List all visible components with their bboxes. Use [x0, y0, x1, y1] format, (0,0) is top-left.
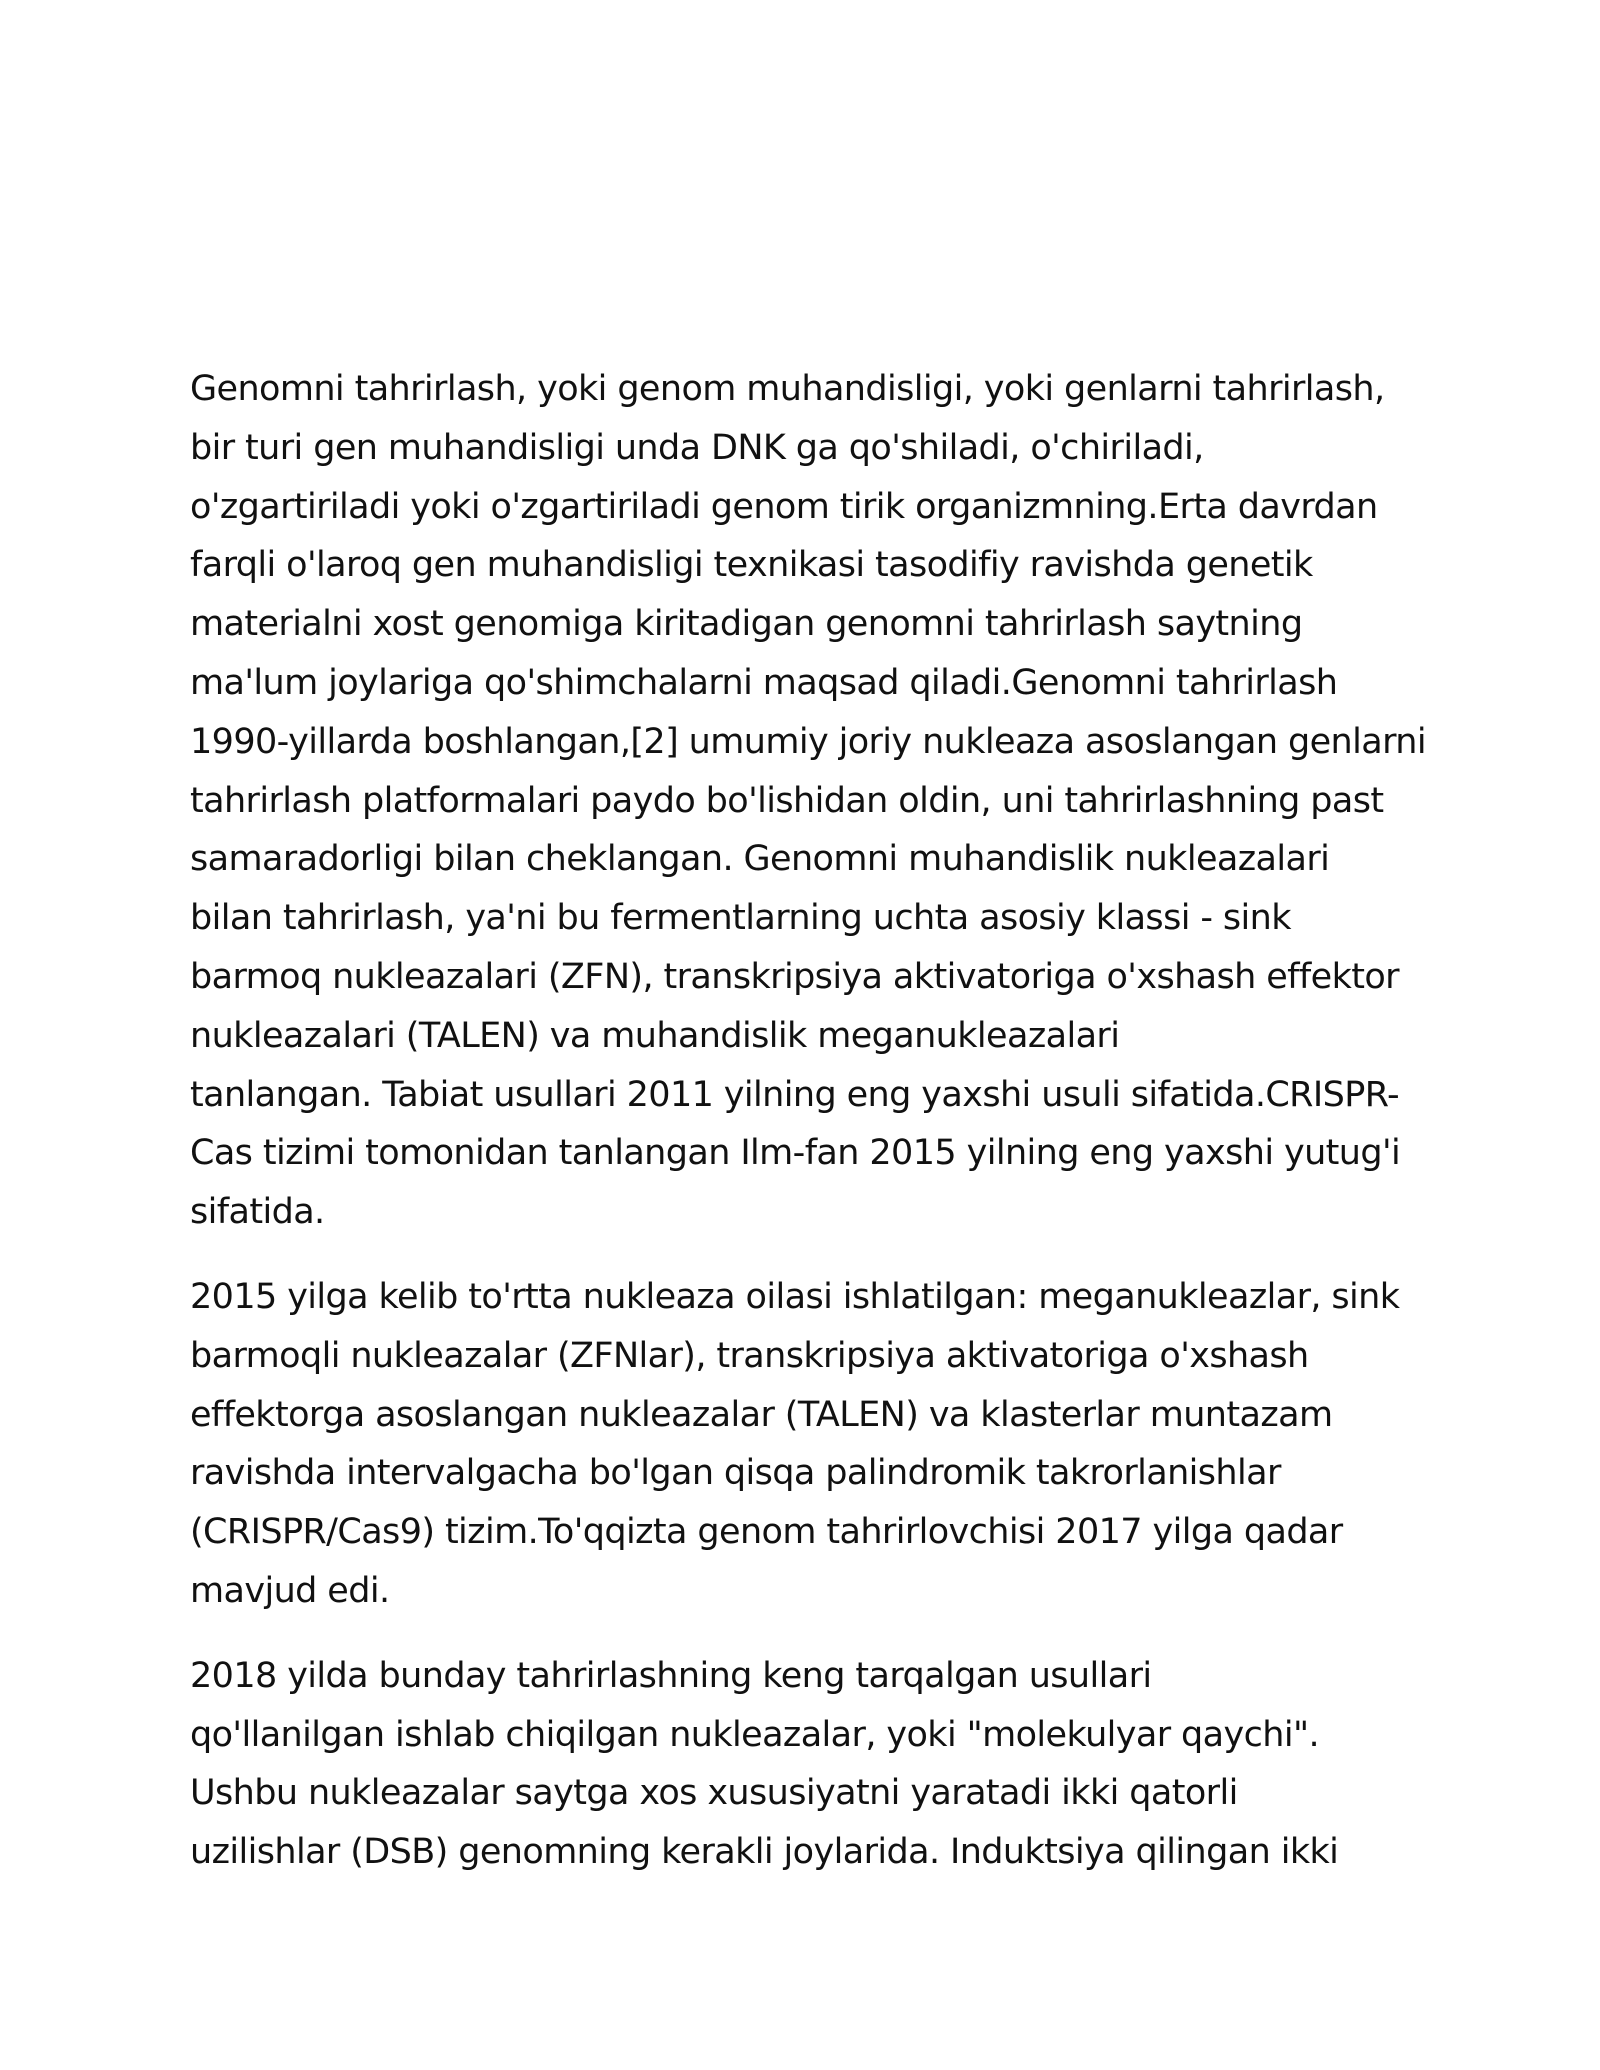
text-line: (CRISPR/Cas9) tizim.To'qqizta genom tahrirlovchisi 2017 yilga qadar	[190, 1512, 1343, 1553]
text-line: barmoq nukleazalari (ZFN), transkripsiya aktivatoriga o'xshash effektor	[190, 956, 1399, 997]
paragraph-3	[190, 1647, 1430, 1882]
text-line: 2015 yilga kelib to'rtta nukleaza oilasi ishlatilgan: meganukleazlar, sink	[190, 1276, 1400, 1317]
text-line: ma'lum joylariga qo'shimchalarni maqsad qiladi.Genomni tahrirlash	[190, 662, 1338, 703]
text-line: tahrirlash platformalari paydo bo'lishidan oldin, uni tahrirlashning past	[190, 780, 1384, 821]
text-line: effektorga asoslangan nukleazalar (TALEN) va klasterlar muntazam	[190, 1394, 1333, 1435]
text-line: materialni xost genomiga kiritadigan genomni tahrirlash saytning	[190, 604, 1303, 645]
text-line: bilan tahrirlash, ya'ni bu fermentlarning uchta asosiy klassi - sink	[190, 898, 1291, 939]
text-line: o'zgartiriladi yoki o'zgartiriladi genom tirik organizmning.Erta davrdan	[190, 486, 1378, 527]
text-line: ravishda intervalgacha bo'lgan qisqa palindromik takrorlanishlar	[190, 1453, 1281, 1494]
text-line: barmoqli nukleazalar (ZFNlar), transkripsiya aktivatoriga o'xshash	[190, 1335, 1309, 1376]
text-line: nukleazalari (TALEN) va muhandislik meganukleazalari	[190, 1015, 1120, 1056]
text-line: sifatida.	[190, 1192, 325, 1233]
text-line: samaradorligi bilan cheklangan. Genomni muhandislik nukleazalari	[190, 839, 1330, 880]
text-line: qo'llanilgan ishlab chiqilgan nukleazalar, yoki "molekulyar qaychi".	[190, 1714, 1320, 1755]
paragraph-2	[190, 1268, 1430, 1621]
text-line: 1990-yillarda boshlangan,[2] umumiy joriy nukleaza asoslangan genlarni	[190, 721, 1426, 762]
paragraph-1	[190, 360, 1430, 1242]
text-line: farqli o'laroq gen muhandisligi texnikasi tasodifiy ravishda genetik	[190, 545, 1313, 586]
text-line: uzilishlar (DSB) genomning kerakli joylarida. Induktsiya qilingan ikki	[190, 1832, 1339, 1873]
text-line: Cas tizimi tomonidan tanlangan Ilm-fan 2015 yilning eng yaxshi yutug'i	[190, 1133, 1401, 1174]
text-line: Ushbu nukleazalar saytga xos xususiyatni yaratadi ikki qatorli	[190, 1773, 1238, 1814]
text-line: tanlangan. Tabiat usullari 2011 yilning eng yaxshi usuli sifatida.CRISPR-	[190, 1074, 1400, 1115]
text-line: Genomni tahrirlash, yoki genom muhandisligi, yoki genlarni tahrirlash,	[190, 369, 1385, 409]
text-line: bir turi gen muhandisligi unda DNK ga qo'shiladi, o'chiriladi,	[190, 427, 1204, 468]
document-body	[190, 360, 1430, 1882]
text-line: mavjud edi.	[190, 1570, 390, 1611]
text-line: 2018 yilda bunday tahrirlashning keng tarqalgan usullari	[190, 1655, 1152, 1696]
